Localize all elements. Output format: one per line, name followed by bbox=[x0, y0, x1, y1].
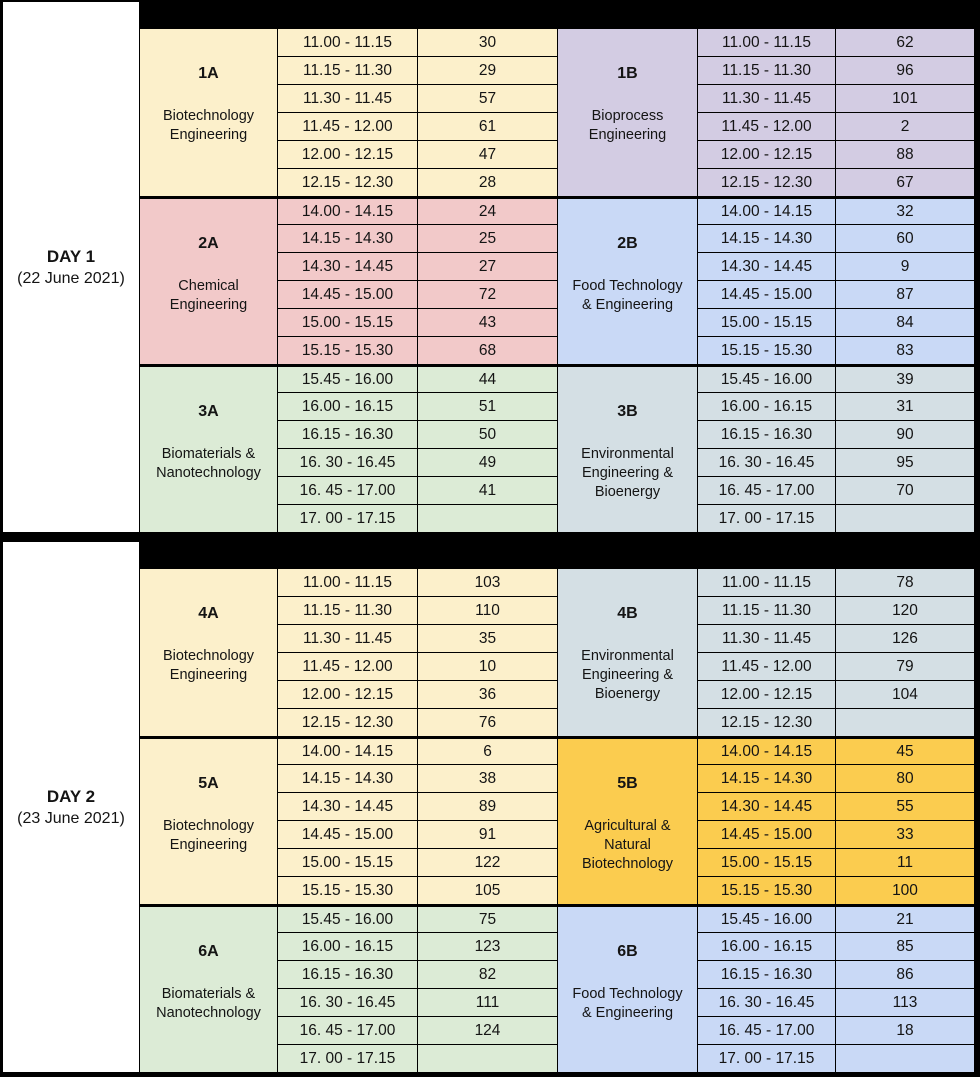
time-slot-cell: 16.15 - 16.30 bbox=[278, 961, 417, 988]
time-slot-cell: 16. 30 - 16.45 bbox=[698, 449, 835, 476]
time-slot-cell: 12.00 - 12.15 bbox=[278, 681, 417, 708]
presentation-number-cell: 29 bbox=[418, 57, 557, 84]
session-code: 3B bbox=[617, 403, 638, 420]
time-slot-cell: 16.15 - 16.30 bbox=[698, 421, 835, 448]
time-slot-cell: 16. 30 - 16.45 bbox=[278, 449, 417, 476]
session-cell bbox=[140, 197, 277, 364]
time-slot-cell: 16. 45 - 17.00 bbox=[698, 477, 835, 504]
time-slot-cell: 15.15 - 15.30 bbox=[278, 337, 417, 364]
session-cell bbox=[558, 905, 697, 1072]
time-slot-cell: 12.15 - 12.30 bbox=[278, 709, 417, 736]
time-slot-cell: 15.45 - 16.00 bbox=[278, 365, 417, 392]
time-slot-cell: 14.45 - 15.00 bbox=[698, 821, 835, 848]
presentation-number-cell: 70 bbox=[836, 477, 974, 504]
session-cell bbox=[140, 905, 277, 1072]
session-track-label: Food Technology & Engineering bbox=[572, 278, 683, 314]
time-slot-cell: 12.15 - 12.30 bbox=[698, 709, 835, 736]
presentation-number-cell: 9 bbox=[836, 253, 974, 280]
session-track-label: Environmental Engineering & Bioenergy bbox=[581, 648, 674, 703]
time-slot-cell: 14.45 - 15.00 bbox=[278, 281, 417, 308]
time-slot-cell: 14.30 - 14.45 bbox=[698, 793, 835, 820]
presentation-number-cell: 79 bbox=[836, 653, 974, 680]
presentation-number-cell: 44 bbox=[418, 365, 557, 392]
time-slot-cell: 15.15 - 15.30 bbox=[278, 877, 417, 904]
session-code: 2B bbox=[617, 235, 638, 252]
session-code: 4B bbox=[617, 605, 638, 622]
time-slot-cell: 14.00 - 14.15 bbox=[698, 737, 835, 764]
presentation-number-cell: 123 bbox=[418, 933, 557, 960]
day-label: DAY 2 bbox=[46, 786, 96, 806]
session-track-label: Biomaterials & Nanotechnology bbox=[156, 986, 261, 1022]
presentation-number-cell bbox=[418, 505, 557, 532]
time-slot-cell: 11.30 - 11.45 bbox=[698, 85, 835, 112]
session-cell bbox=[558, 737, 697, 904]
time-slot-cell: 15.00 - 15.15 bbox=[278, 309, 417, 336]
presentation-number-cell: 57 bbox=[418, 85, 557, 112]
time-slot-cell: 16. 30 - 16.45 bbox=[698, 989, 835, 1016]
time-slot-cell: 15.45 - 16.00 bbox=[698, 905, 835, 932]
session-cell bbox=[140, 29, 277, 196]
session-cell bbox=[140, 737, 277, 904]
session-cell bbox=[558, 29, 697, 196]
time-slot-cell: 11.45 - 12.00 bbox=[278, 113, 417, 140]
day-cell bbox=[3, 2, 139, 532]
time-slot-cell: 12.15 - 12.30 bbox=[698, 169, 835, 196]
time-slot-cell: 15.45 - 16.00 bbox=[278, 905, 417, 932]
presentation-number-cell: 36 bbox=[418, 681, 557, 708]
presentation-number-cell: 110 bbox=[418, 597, 557, 624]
presentation-number-cell: 2 bbox=[836, 113, 974, 140]
presentation-number-cell: 95 bbox=[836, 449, 974, 476]
presentation-number-cell: 24 bbox=[418, 197, 557, 224]
time-slot-cell: 12.15 - 12.30 bbox=[278, 169, 417, 196]
presentation-number-cell: 60 bbox=[836, 225, 974, 252]
presentation-number-cell: 90 bbox=[836, 421, 974, 448]
time-slot-cell: 15.00 - 15.15 bbox=[698, 309, 835, 336]
session-cell bbox=[140, 569, 277, 736]
presentation-number-cell: 30 bbox=[418, 29, 557, 56]
session-track-label: Biotechnology Engineering bbox=[162, 108, 255, 144]
time-slot-cell: 11.15 - 11.30 bbox=[278, 57, 417, 84]
time-slot-cell: 11.15 - 11.30 bbox=[698, 57, 835, 84]
time-slot-cell: 11.00 - 11.15 bbox=[278, 569, 417, 596]
time-slot-cell: 12.00 - 12.15 bbox=[698, 141, 835, 168]
presentation-number-cell: 105 bbox=[418, 877, 557, 904]
presentation-number-cell: 27 bbox=[418, 253, 557, 280]
time-slot-cell: 16. 30 - 16.45 bbox=[278, 989, 417, 1016]
time-slot-cell: 11.45 - 12.00 bbox=[698, 113, 835, 140]
day1-schedule-grid bbox=[3, 2, 974, 532]
time-slot-cell: 14.30 - 14.45 bbox=[278, 793, 417, 820]
presentation-number-cell: 120 bbox=[836, 597, 974, 624]
presentation-number-cell: 103 bbox=[418, 569, 557, 596]
session-track-label: Biomaterials & Nanotechnology bbox=[156, 446, 261, 482]
presentation-number-cell: 104 bbox=[836, 681, 974, 708]
time-slot-cell: 16. 45 - 17.00 bbox=[698, 1017, 835, 1044]
time-slot-cell: 11.30 - 11.45 bbox=[698, 625, 835, 652]
presentation-number-cell: 61 bbox=[418, 113, 557, 140]
session-code: 4A bbox=[198, 605, 219, 622]
presentation-number-cell: 80 bbox=[836, 765, 974, 792]
session-cell bbox=[140, 365, 277, 532]
presentation-number-cell: 6 bbox=[418, 737, 557, 764]
presentation-number-cell: 51 bbox=[418, 393, 557, 420]
time-slot-cell: 14.00 - 14.15 bbox=[698, 197, 835, 224]
presentation-number-cell: 21 bbox=[836, 905, 974, 932]
presentation-number-cell bbox=[836, 1045, 974, 1072]
day-date: (22 June 2021) bbox=[17, 269, 125, 287]
time-slot-cell: 14.30 - 14.45 bbox=[698, 253, 835, 280]
session-cell bbox=[558, 569, 697, 736]
time-slot-cell: 16.00 - 16.15 bbox=[698, 933, 835, 960]
presentation-number-cell: 111 bbox=[418, 989, 557, 1016]
presentation-number-cell: 84 bbox=[836, 309, 974, 336]
time-slot-cell: 11.15 - 11.30 bbox=[278, 597, 417, 624]
session-code: 5A bbox=[198, 775, 219, 792]
presentation-number-cell: 39 bbox=[836, 365, 974, 392]
presentation-number-cell: 96 bbox=[836, 57, 974, 84]
time-slot-cell: 17. 00 - 17.15 bbox=[278, 1045, 417, 1072]
time-slot-cell: 16. 45 - 17.00 bbox=[278, 477, 417, 504]
day-label: DAY 1 bbox=[46, 246, 96, 266]
presentation-number-cell: 82 bbox=[418, 961, 557, 988]
time-slot-cell: 16.00 - 16.15 bbox=[278, 933, 417, 960]
presentation-number-cell: 41 bbox=[418, 477, 557, 504]
presentation-number-cell: 85 bbox=[836, 933, 974, 960]
session-code: 6B bbox=[617, 943, 638, 960]
presentation-number-cell: 31 bbox=[836, 393, 974, 420]
time-slot-cell: 11.15 - 11.30 bbox=[698, 597, 835, 624]
time-slot-cell: 16. 45 - 17.00 bbox=[278, 1017, 417, 1044]
time-slot-cell: 14.15 - 14.30 bbox=[698, 765, 835, 792]
session-track-label: Biotechnology Engineering bbox=[162, 818, 255, 854]
presentation-number-cell: 113 bbox=[836, 989, 974, 1016]
time-slot-cell: 11.45 - 12.00 bbox=[698, 653, 835, 680]
presentation-number-cell: 32 bbox=[836, 197, 974, 224]
time-slot-cell: 12.00 - 12.15 bbox=[698, 681, 835, 708]
time-slot-cell: 14.45 - 15.00 bbox=[278, 821, 417, 848]
presentation-number-cell: 38 bbox=[418, 765, 557, 792]
time-slot-cell: 15.00 - 15.15 bbox=[278, 849, 417, 876]
time-slot-cell: 11.30 - 11.45 bbox=[278, 85, 417, 112]
presentation-number-cell: 28 bbox=[418, 169, 557, 196]
presentation-number-cell: 101 bbox=[836, 85, 974, 112]
presentation-number-cell: 11 bbox=[836, 849, 974, 876]
presentation-number-cell: 89 bbox=[418, 793, 557, 820]
session-track-label: Agricultural & Natural Biotechnology bbox=[581, 818, 674, 873]
presentation-number-cell: 33 bbox=[836, 821, 974, 848]
presentation-number-cell: 10 bbox=[418, 653, 557, 680]
presentation-number-cell: 47 bbox=[418, 141, 557, 168]
time-slot-cell: 11.00 - 11.15 bbox=[698, 569, 835, 596]
time-slot-cell: 16.15 - 16.30 bbox=[278, 421, 417, 448]
presentation-number-cell bbox=[836, 709, 974, 736]
presentation-number-cell: 126 bbox=[836, 625, 974, 652]
presentation-number-cell bbox=[418, 1045, 557, 1072]
presentation-number-cell: 100 bbox=[836, 877, 974, 904]
presentation-number-cell: 78 bbox=[836, 569, 974, 596]
session-track-label: Chemical Engineering bbox=[169, 278, 248, 314]
session-track-label: Bioprocess Engineering bbox=[588, 108, 667, 144]
time-slot-cell: 14.15 - 14.30 bbox=[698, 225, 835, 252]
session-track-label: Environmental Engineering & Bioenergy bbox=[581, 446, 674, 501]
time-slot-cell: 15.15 - 15.30 bbox=[698, 337, 835, 364]
presentation-number-cell: 124 bbox=[418, 1017, 557, 1044]
session-header-bar bbox=[140, 542, 974, 568]
presentation-number-cell: 49 bbox=[418, 449, 557, 476]
time-slot-cell: 14.15 - 14.30 bbox=[278, 225, 417, 252]
day2-schedule-grid bbox=[3, 542, 974, 1072]
presentation-number-cell: 86 bbox=[836, 961, 974, 988]
time-slot-cell: 14.45 - 15.00 bbox=[698, 281, 835, 308]
time-slot-cell: 16.00 - 16.15 bbox=[278, 393, 417, 420]
presentation-number-cell: 122 bbox=[418, 849, 557, 876]
session-code: 2A bbox=[198, 235, 219, 252]
session-header-bar bbox=[140, 2, 974, 28]
time-slot-cell: 14.15 - 14.30 bbox=[278, 765, 417, 792]
presentation-number-cell: 83 bbox=[836, 337, 974, 364]
time-slot-cell: 11.45 - 12.00 bbox=[278, 653, 417, 680]
time-slot-cell: 14.00 - 14.15 bbox=[278, 737, 417, 764]
time-slot-cell: 17. 00 - 17.15 bbox=[698, 1045, 835, 1072]
time-slot-cell: 16.15 - 16.30 bbox=[698, 961, 835, 988]
time-slot-cell: 11.30 - 11.45 bbox=[278, 625, 417, 652]
time-slot-cell: 15.45 - 16.00 bbox=[698, 365, 835, 392]
presentation-number-cell: 72 bbox=[418, 281, 557, 308]
session-track-label: Food Technology & Engineering bbox=[572, 986, 683, 1022]
session-track-label: Biotechnology Engineering bbox=[162, 648, 255, 684]
session-cell bbox=[558, 365, 697, 532]
presentation-number-cell bbox=[836, 505, 974, 532]
session-code: 6A bbox=[198, 943, 219, 960]
presentation-number-cell: 50 bbox=[418, 421, 557, 448]
time-slot-cell: 11.00 - 11.15 bbox=[278, 29, 417, 56]
presentation-number-cell: 91 bbox=[418, 821, 557, 848]
time-slot-cell: 14.00 - 14.15 bbox=[278, 197, 417, 224]
time-slot-cell: 14.30 - 14.45 bbox=[278, 253, 417, 280]
day-divider bbox=[3, 532, 974, 542]
session-code: 5B bbox=[617, 775, 638, 792]
presentation-number-cell: 75 bbox=[418, 905, 557, 932]
presentation-number-cell: 18 bbox=[836, 1017, 974, 1044]
time-slot-cell: 17. 00 - 17.15 bbox=[698, 505, 835, 532]
session-code: 1A bbox=[198, 65, 219, 82]
presentation-number-cell: 68 bbox=[418, 337, 557, 364]
presentation-number-cell: 35 bbox=[418, 625, 557, 652]
presentation-number-cell: 55 bbox=[836, 793, 974, 820]
presentation-number-cell: 76 bbox=[418, 709, 557, 736]
time-slot-cell: 12.00 - 12.15 bbox=[278, 141, 417, 168]
presentation-number-cell: 88 bbox=[836, 141, 974, 168]
presentation-number-cell: 43 bbox=[418, 309, 557, 336]
time-slot-cell: 11.00 - 11.15 bbox=[698, 29, 835, 56]
presentation-number-cell: 62 bbox=[836, 29, 974, 56]
presentation-number-cell: 67 bbox=[836, 169, 974, 196]
day-date: (23 June 2021) bbox=[17, 809, 125, 827]
time-slot-cell: 15.00 - 15.15 bbox=[698, 849, 835, 876]
time-slot-cell: 16.00 - 16.15 bbox=[698, 393, 835, 420]
time-slot-cell: 17. 00 - 17.15 bbox=[278, 505, 417, 532]
presentation-number-cell: 25 bbox=[418, 225, 557, 252]
session-cell bbox=[558, 197, 697, 364]
presentation-number-cell: 87 bbox=[836, 281, 974, 308]
time-slot-cell: 15.15 - 15.30 bbox=[698, 877, 835, 904]
session-code: 3A bbox=[198, 403, 219, 420]
day-cell bbox=[3, 542, 139, 1072]
presentation-number-cell: 45 bbox=[836, 737, 974, 764]
session-code: 1B bbox=[617, 65, 638, 82]
